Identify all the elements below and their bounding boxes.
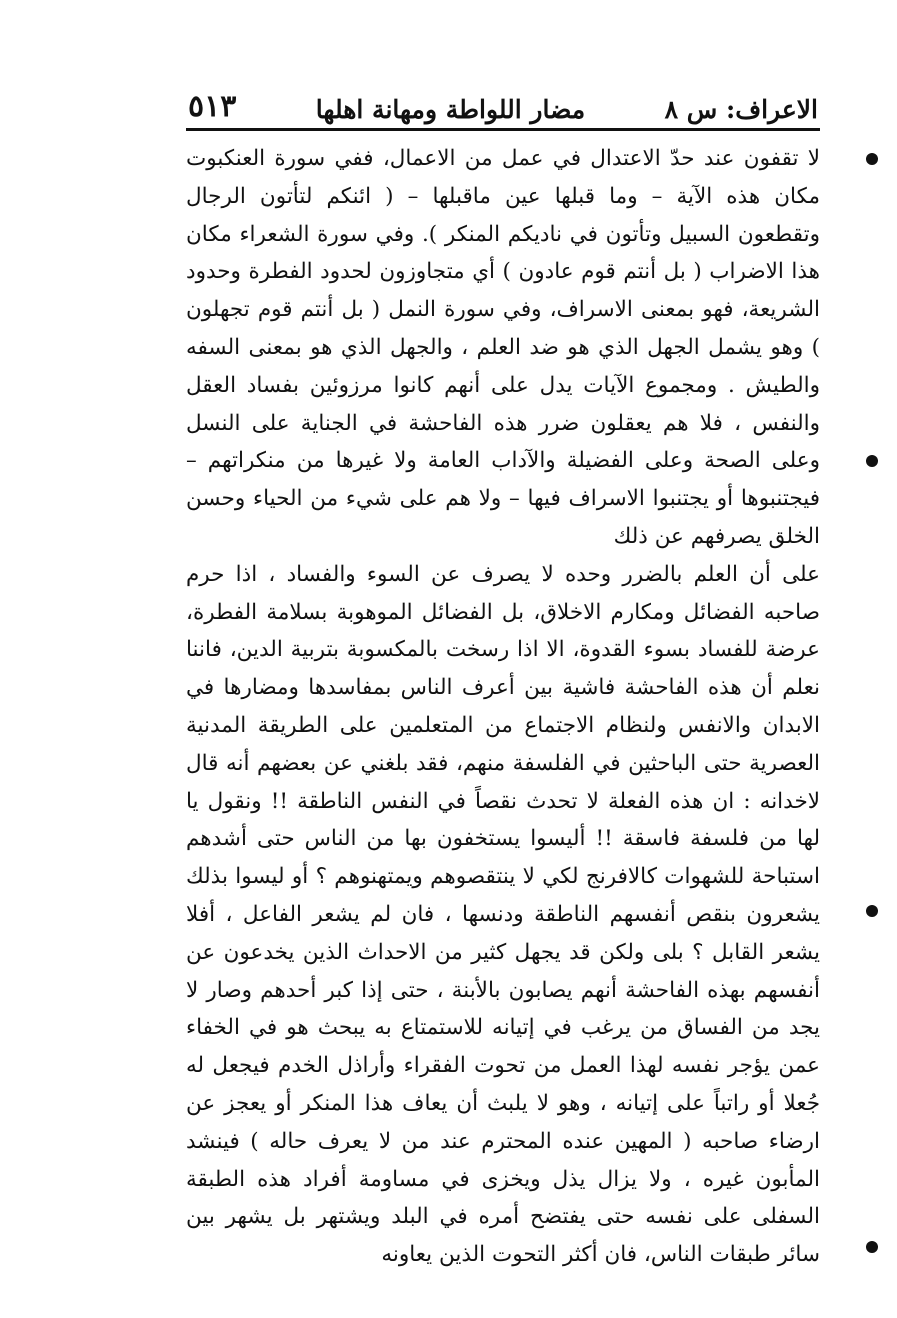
paragraph-2: على أن العلم بالضرر وحده لا يصرف عن السوء والفساد ، اذا حرم صاحبه الفضائل ومكارم الاخلاق، بل الفضائل الموهوبة بسلامة الفطرة، عرضة للفساد بسوء القدوة، الا اذا رسخت بالمكسوبة بتربية الدين، فاننا نعلم أن هذه الفاحشة فاشية بين أعرف الناس بمفاسدها ومضارها في الابدان والانفس ولنظام الاجتماع من المتعلمين على الطريقة المدنية العصرية حتى الباحثين في الفلسفة منهم، فقد بلغني عن بعضهم أنه قال لاخدانه : ان هذه الفعلة لا تحدث نقصاً في النفس الناطقة !! ونقول يا لها من فلسفة فاسقة !! أليسوا يستخفون بها من الناس حتى أشدهم استباحة للشهوات كالافرنج لكي لا ينتقصوهم ويمتهنوهم ؟ أو ليسوا بذلك يشعرون بنقص أنفسهم الناطقة ودنسها ، فان لم يشعر الفاعل ، أفلا يشعر القابل ؟ بلى ولكن قد يجهل كثير من الاحداث الذين يخدعون عن أنفسهم بهذه الفاحشة أنهم يصابون بالأبنة ، حتى إذا كبر أحدهم وصار لا يجد من الفساق من يرغب في إتيانه للاستمتاع به يبحث هو في الخفاء عمن يؤجر نفسه لهذا العمل من تحوت الفقراء وأراذل الخدم فيجعل له جُعلا أو راتباً على إتيانه ، وهو لا يلبث أن يعاف هذا المنكر أو يعجز عن ارضاء صاحبه ( المهين عنده المحترم عند من لا يعرف حاله ) فينشد المأبون غيره ، ولا يزال يذل ويخزى في مساومة أفراد هذه الطبقة السفلى على نفسه حتى يفتضح أمره في البلد ويشتهر بل يشهر بين سائر طبقات الناس، فان أكثر التحوت الذين يعاونه [186,561,820,1268]
margin-dot-icon [866,153,878,165]
body-text [186,140,820,1274]
header-title: مضار اللواطة ومهانة اهلها [315,95,586,124]
page-number: ٥١٣ [188,89,237,124]
margin-dot-icon [866,905,878,917]
running-header [188,82,818,124]
margin-dot-icon [866,455,878,467]
header-reference: الاعراف: س ٨ [664,95,818,124]
margin-dot-icon [866,1241,878,1253]
header-rule [186,128,820,131]
paragraph-1: لا تقفون عند حدّ الاعتدال في عمل من الاعمال، ففي سورة العنكبوت مكان هذه الآية – وما قبلها عين ماقبلها – ( ائنكم لتأتون الرجال وتقطعون السبيل وتأتون في ناديكم المنكر ). وفي سورة الشعراء مكان هذا الاضراب ( بل أنتم قوم عادون ) أي متجاوزون لحدود الفطرة وحدود الشريعة، فهو بمعنى الاسراف، وفي سورة النمل ( بل أنتم قوم تجهلون ) وهو يشمل الجهل الذي هو ضد العلم ، والجهل الذي هو بمعنى السفه والطيش . ومجموع الآيات يدل على أنهم كانوا مرزوئين بفساد العقل والنفس ، فلا هم يعقلون ضرر هذه الفاحشة في الجناية على النسل وعلى الصحة وعلى الفضيلة والآداب العامة ولا غيرها من منكراتهم – فيجتنبوها أو يجتنبوا الاسراف فيها – ولا هم على شيء من الحياء وحسن الخلق يصرفهم عن ذلك [186,146,820,549]
